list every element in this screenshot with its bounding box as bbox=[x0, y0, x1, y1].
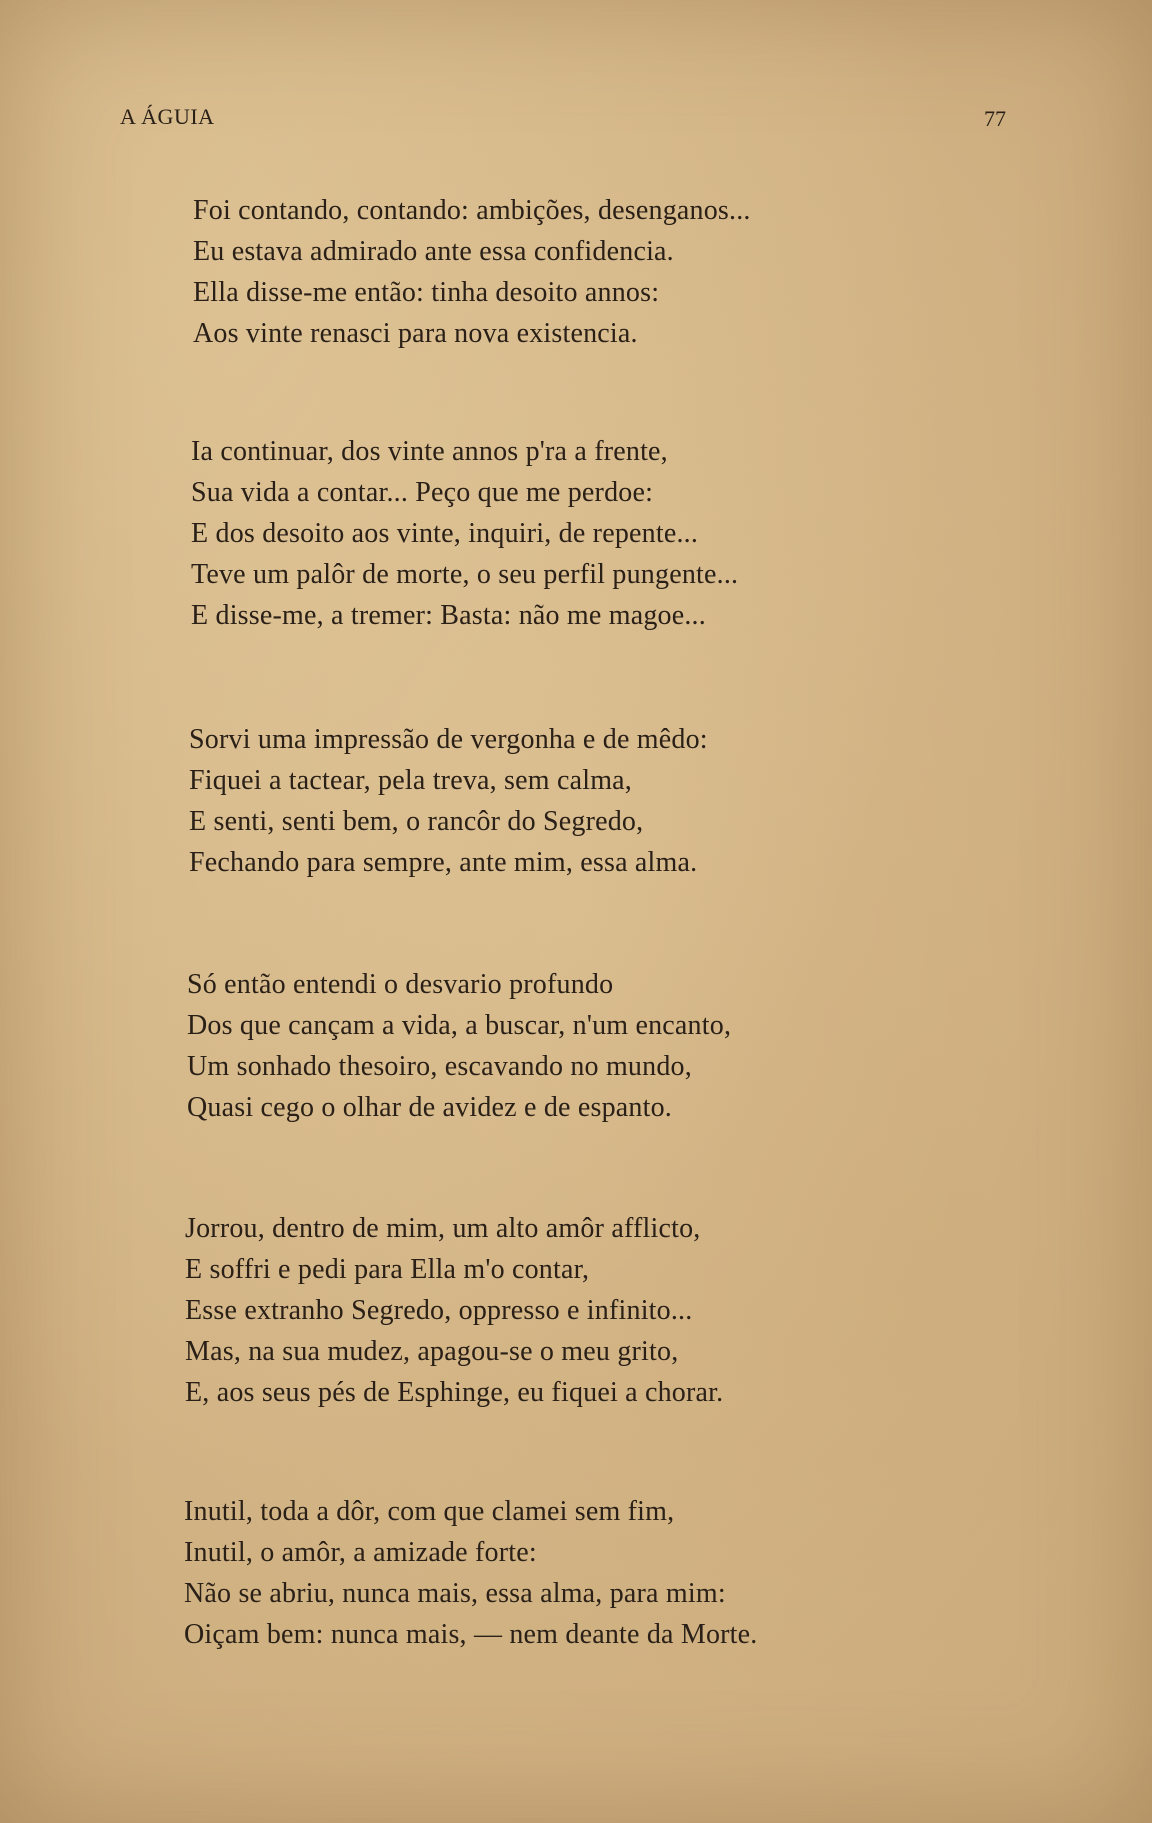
verse-line: E, aos seus pés de Esphinge, eu fiquei a chorar. bbox=[185, 1377, 724, 1408]
verse-line: Sorvi uma impressão de vergonha e de mêdo: bbox=[189, 724, 708, 755]
verse-line: Ia continuar, dos vinte annos p'ra a frente, bbox=[191, 436, 668, 467]
running-head: A ÁGUIA bbox=[120, 104, 215, 129]
verse-line: Oiçam bem: nunca mais, — nem deante da Morte. bbox=[184, 1619, 758, 1650]
verse-line: Quasi cego o olhar de avidez e de espanto. bbox=[187, 1092, 672, 1123]
stanza-1 bbox=[193, 190, 751, 354]
verse-line: Fechando para sempre, ante mim, essa alma. bbox=[189, 847, 698, 878]
verse-line: Teve um palôr de morte, o seu perfil pungente... bbox=[191, 559, 739, 590]
verse-line: E disse-me, a tremer: Basta: não me magoe... bbox=[191, 600, 706, 631]
stanza-3 bbox=[189, 719, 708, 883]
verse-line: Não se abriu, nunca mais, essa alma, para mim: bbox=[184, 1578, 726, 1609]
verse-line: Esse extranho Segredo, oppresso e infinito... bbox=[185, 1295, 693, 1326]
stanza-4 bbox=[187, 964, 731, 1128]
verse-line: Só então entendi o desvario profundo bbox=[187, 969, 614, 1000]
verse-line: Dos que cançam a vida, a buscar, n'um encanto, bbox=[187, 1010, 732, 1041]
verse-line: Jorrou, dentro de mim, um alto amôr afflicto, bbox=[185, 1213, 701, 1244]
stanza-5 bbox=[185, 1208, 723, 1413]
verse-line: Sua vida a contar... Peço que me perdoe: bbox=[191, 477, 654, 508]
verse-line: Inutil, toda a dôr, com que clamei sem fim, bbox=[184, 1496, 675, 1527]
verse-line: Foi contando, contando: ambições, desenganos... bbox=[193, 195, 751, 226]
verse-line: Inutil, o amôr, a amizade forte: bbox=[184, 1537, 537, 1568]
verse-line: Eu estava admirado ante essa confidencia. bbox=[193, 236, 674, 267]
verse-line: E soffri e pedi para Ella m'o contar, bbox=[185, 1254, 590, 1285]
verse-line: Ella disse-me então: tinha desoito annos: bbox=[193, 277, 660, 308]
stanza-2 bbox=[191, 431, 738, 636]
verse-line: Aos vinte renasci para nova existencia. bbox=[193, 318, 638, 349]
verse-line: Um sonhado thesoiro, escavando no mundo, bbox=[187, 1051, 692, 1082]
stanza-6 bbox=[184, 1491, 757, 1655]
verse-line: Fiquei a tactear, pela treva, sem calma, bbox=[189, 765, 632, 796]
verse-line: E senti, senti bem, o rancôr do Segredo, bbox=[189, 806, 644, 837]
page-number: 77 bbox=[984, 106, 1006, 131]
verse-line: Mas, na sua mudez, apagou-se o meu grito, bbox=[185, 1336, 679, 1367]
verse-line: E dos desoito aos vinte, inquiri, de repente... bbox=[191, 518, 699, 549]
